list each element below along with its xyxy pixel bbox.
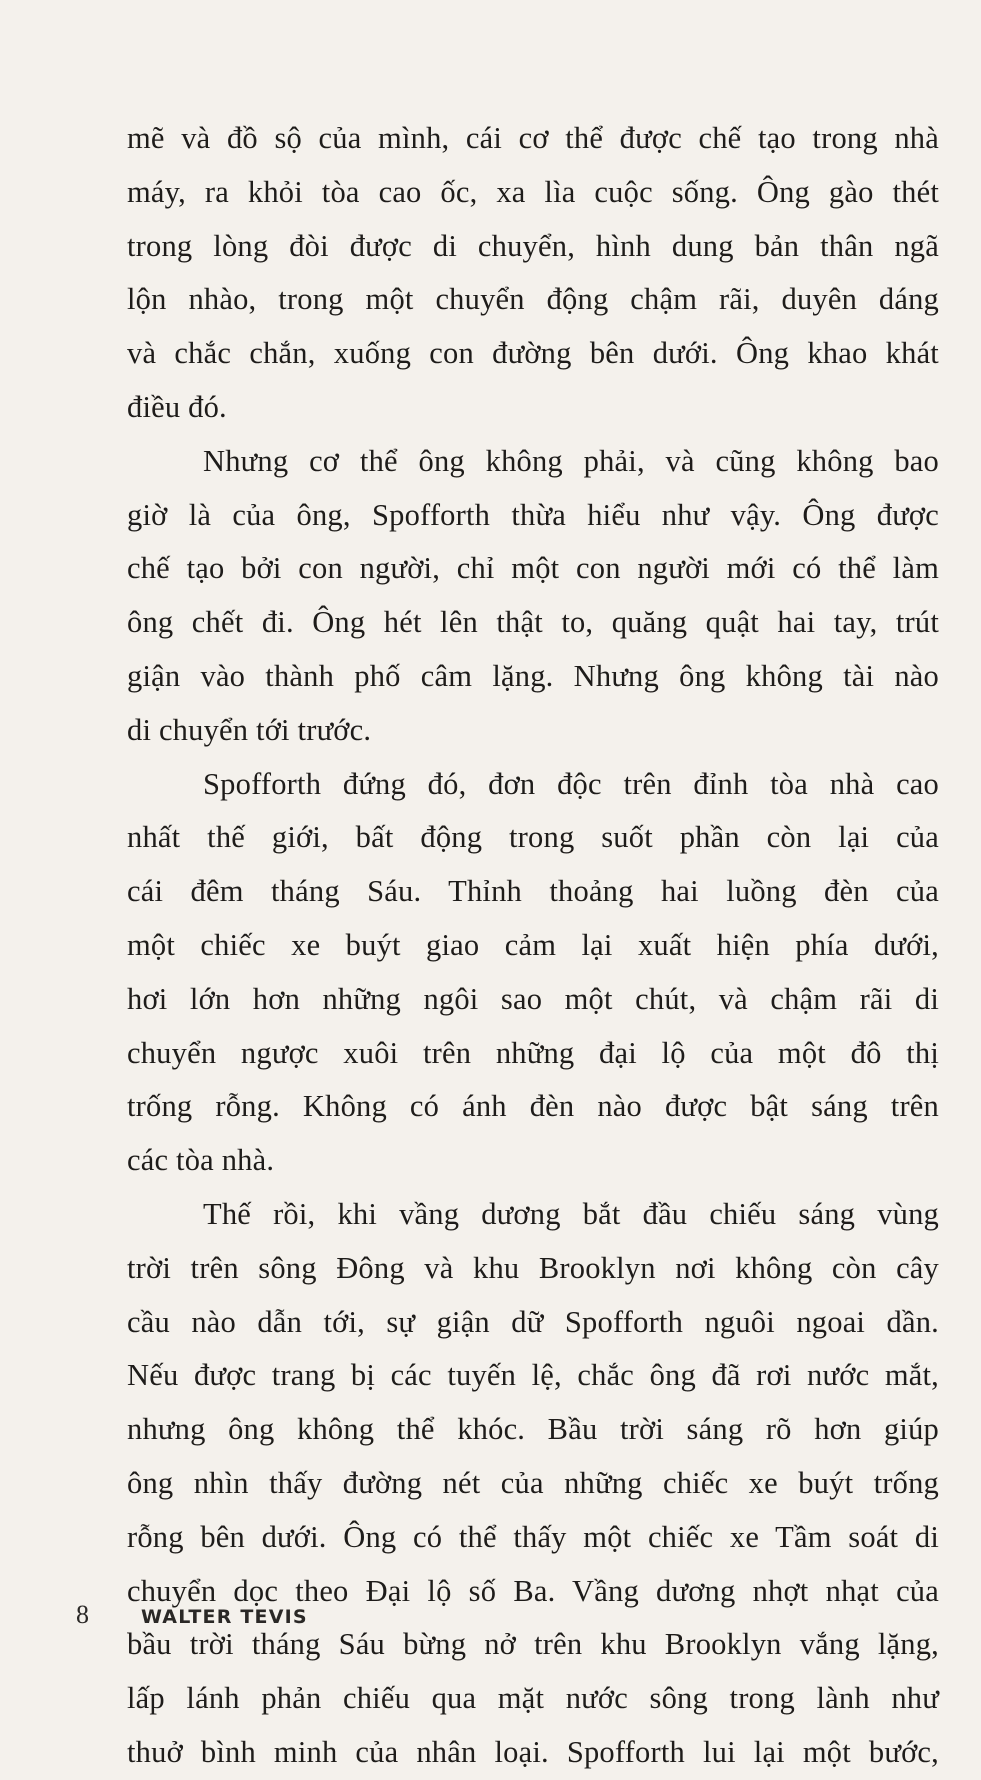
- text-line: lấp lánh phản chiếu qua mặt nước sông trong lành như: [127, 1681, 939, 1716]
- text-line: trống rỗng. Không có ánh đèn nào được bật sáng trên: [127, 1089, 939, 1124]
- text-line: một chiếc xe buýt giao cảm lại xuất hiện phía dưới,: [127, 927, 939, 962]
- text-line: di chuyển tới trước.: [127, 712, 372, 747]
- text-line: chế tạo bởi con người, chỉ một con người mới có thể làm: [127, 551, 939, 586]
- paragraph-first-line: Thế rồi, khi vầng dương bắt đầu chiếu sáng vùng: [203, 1196, 939, 1231]
- text-line: mẽ và đồ sộ của mình, cái cơ thể được chế tạo trong nhà: [127, 121, 939, 155]
- text-line: nhất thế giới, bất động trong suốt phần còn lại của: [127, 820, 939, 855]
- text-line: hơi lớn hơn những ngôi sao một chút, và chậm rãi di: [127, 981, 939, 1016]
- page-number: 8: [76, 1600, 89, 1629]
- running-head-author: WALTER TEVIS: [141, 1606, 308, 1628]
- text-line: máy, ra khỏi tòa cao ốc, xa lìa cuộc sống. Ông gào thét: [127, 174, 939, 209]
- text-line: bầu trời tháng Sáu bừng nở trên khu Brooklyn vắng lặng,: [127, 1627, 939, 1662]
- text-line: chuyển dọc theo Đại lộ số Ba. Vầng dương nhợt nhạt của: [127, 1573, 939, 1608]
- text-line: cái đêm tháng Sáu. Thỉnh thoảng hai luồng đèn của: [127, 874, 939, 909]
- text-line: thuở bình minh của nhân loại. Spofforth lui lại một bước,: [127, 1734, 939, 1769]
- text-line: Nếu được trang bị các tuyến lệ, chắc ông đã rơi nước mắt,: [127, 1358, 939, 1393]
- text-line: cầu nào dẫn tới, sự giận dữ Spofforth nguôi ngoai dần.: [127, 1304, 939, 1339]
- text-line: giận vào thành phố câm lặng. Nhưng ông không tài nào: [127, 658, 939, 693]
- text-line: trời trên sông Đông và khu Brooklyn nơi không còn cây: [127, 1250, 939, 1285]
- text-line: rỗng bên dưới. Ông có thể thấy một chiếc xe Tầm soát di: [127, 1519, 939, 1554]
- body-text: [127, 112, 939, 1780]
- text-line: lộn nhào, trong một chuyển động chậm rãi, duyên dáng: [127, 282, 939, 317]
- page-footer: [76, 1600, 308, 1640]
- text-line: và chắc chắn, xuống con đường bên dưới. Ông khao khát: [127, 336, 939, 371]
- text-line: nhưng ông không thể khóc. Bầu trời sáng rõ hơn giúp: [127, 1412, 939, 1447]
- text-line: trong lòng đòi được di chuyển, hình dung bản thân ngã: [127, 228, 939, 263]
- paragraph-first-line: Nhưng cơ thể ông không phải, và cũng không bao: [203, 443, 939, 478]
- text-line: điều đó.: [127, 389, 227, 424]
- paragraph-first-line: Spofforth đứng đó, đơn độc trên đỉnh tòa nhà cao: [203, 766, 939, 801]
- text-line: các tòa nhà.: [127, 1143, 275, 1178]
- text-line: chuyển ngược xuôi trên những đại lộ của một đô thị: [127, 1035, 939, 1070]
- text-line: ông chết đi. Ông hét lên thật to, quăng quật hai tay, trút: [127, 605, 939, 640]
- text-line: giờ là của ông, Spofforth thừa hiểu như vậy. Ông được: [127, 497, 939, 532]
- text-line: ông nhìn thấy đường nét của những chiếc xe buýt trống: [127, 1465, 939, 1500]
